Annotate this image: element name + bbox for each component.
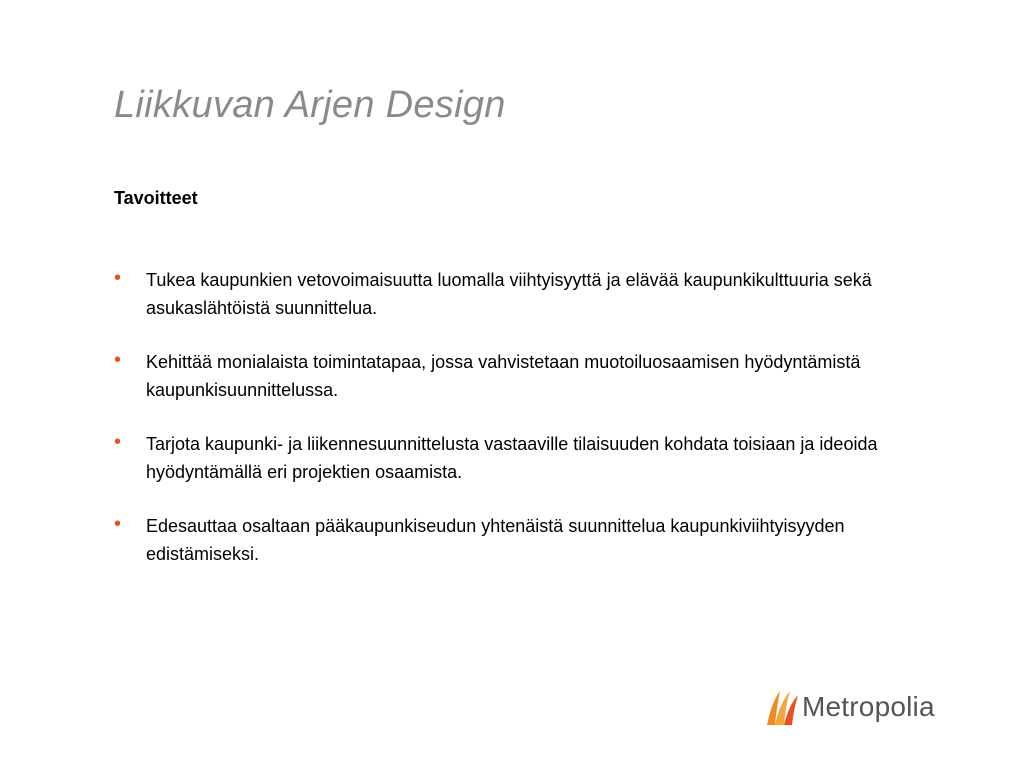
bullet-item [114,348,914,404]
bullet-text: Edesauttaa osaltaan pääkaupunkiseudun yhtenäistä suunnittelua kaupunkiviihtyisyyden edistämiseksi. [146,516,845,564]
bullet-text: Tarjota kaupunki- ja liikennesuunnittelusta vastaaville tilaisuuden kohdata toisiaan ja ideoida hyödyntämällä eri projektien osaamista. [146,434,878,482]
bullet-item [114,512,914,568]
section-heading: Tavoitteet [114,188,198,208]
metropolia-m-swoosh-icon [764,687,800,727]
bullet-item [114,430,914,486]
bullet-icon: • [114,267,122,289]
bullet-text: Kehittää monialaista toimintatapaa, jossa vahvistetaan muotoiluosaamisen hyödyntämistä kaupunkisuunnittelussa. [146,352,861,400]
metropolia-logo [764,686,935,728]
bullet-icon: • [114,431,122,453]
bullet-icon: • [114,513,122,535]
logo-text: Metropolia [802,691,935,722]
bullet-icon: • [114,349,122,371]
slide-title: Liikkuvan Arjen Design [114,84,506,126]
bullet-list [114,266,914,594]
bullet-item [114,266,914,322]
bullet-text: Tukea kaupunkien vetovoimaisuutta luomalla viihtyisyyttä ja elävää kaupunkikulttuuria sekä asukaslähtöistä suunnittelua. [146,270,872,318]
